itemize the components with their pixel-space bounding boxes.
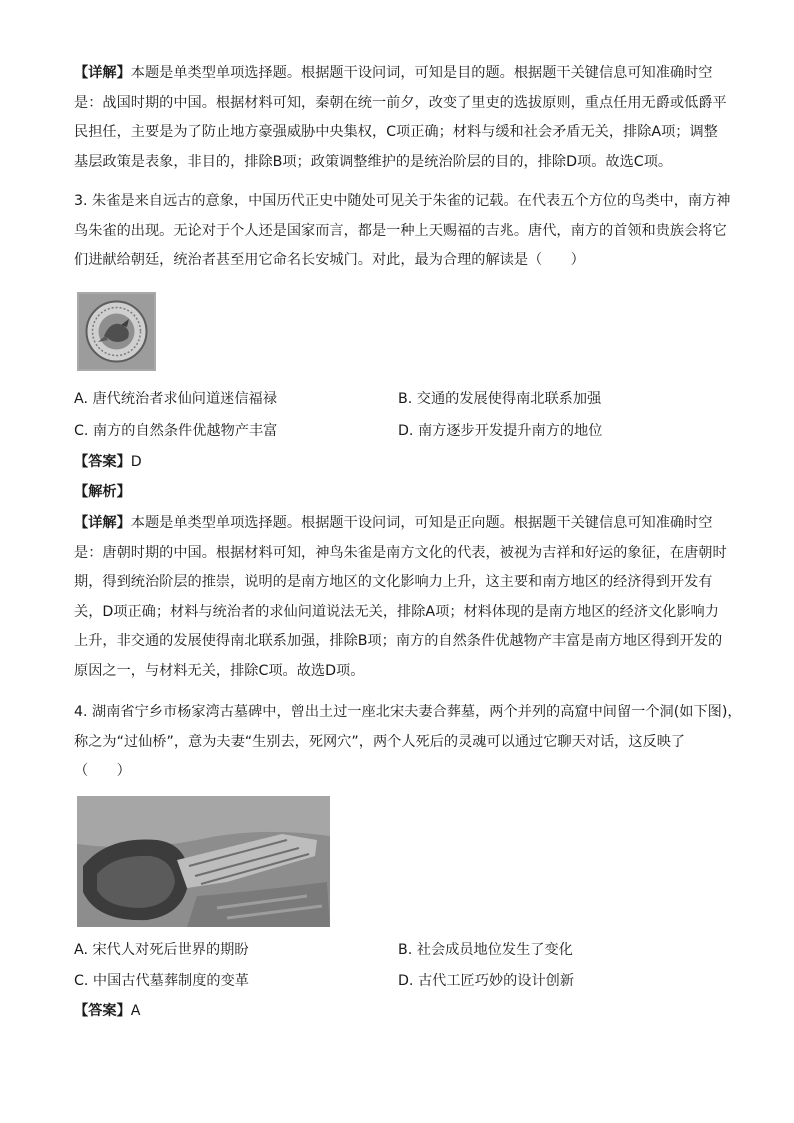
q2-detail-paragraph: 【详解】本题是单类型单项选择题。根据题干设问词，可知是目的题。根据题干关键信息可知准确时空 是：战国时期的中国。根据材料可知，秦朝在统一前夕，改变了里吏的选拔原则，重点任用无爵或低爵平 民担任，主要是为了防止地方豪强威胁中央集权，C项正确；材料与缓和社会矛盾无关，排除A项；调整 基层政策是表象，非目的，排除B项；政策调整维护的是统治阶层的目的，排除D项。故选C项。 xyxy=(74,65,727,170)
detail-tag: 【详解】 xyxy=(74,65,131,81)
q3-options-row-2 xyxy=(74,420,722,442)
q3-answer: 【答案】D xyxy=(74,454,142,470)
q4-option-a[interactable]: A. 宋代人对死后世界的期盼 xyxy=(74,942,249,958)
song-tomb-photo-image xyxy=(77,796,330,927)
q4-answer: 【答案】A xyxy=(74,1003,141,1019)
vermilion-bird-tile-image xyxy=(77,292,156,371)
q3-option-c[interactable]: C. 南方的自然条件优越物产丰富 xyxy=(74,423,278,439)
q3-detail-paragraph: 【详解】本题是单类型单项选择题。根据题干设问词，可知是正向题。根据题干关键信息可知准确时空 是：唐朝时期的中国。根据材料可知，神鸟朱雀是南方文化的代表，被视为吉祥和好运的象征，在唐朝时 期，得到统治阶层的推崇，说明的是南方地区的文化影响力上升，这主要和南方地区的经济得到开发有 关，D项正确；材料与统治者的求仙问道说法无关，排除A项；材料体现的是南方地区的经济文化影响力 上升，非交通的发展使得南北联系加强，排除B项；南方的自然条件优越物产丰富是南方地区得到开发的 原因之一，与材料无关，排除C项。故选D项。 xyxy=(74,515,727,679)
q3-options-row-1 xyxy=(74,388,722,410)
q4-question-stem: 4. 湖南省宁乡市杨家湾古墓碑中，曾出土过一座北宋夫妻合葬墓，两个并列的高窟中间留一个洞(如下图)， 称之为“过仙桥”，意为夫妻“生别去，死网穴”，两个人死后的灵魂可以通过它聊天对话，这反映了 （ ） xyxy=(74,704,742,779)
q3-option-b[interactable]: B. 交通的发展使得南北联系加强 xyxy=(398,391,602,407)
q3-question-stem: 3. 朱雀是来自远古的意象，中国历代正史中随处可见关于朱雀的记载。在代表五个方位的鸟类中，南方神 鸟朱雀的出现。无论对于个人还是国家而言，都是一种上天赐福的吉兆。唐代，南方的首领和贵族会将它 们进献给朝廷，统治者甚至用它命名长安城门。对此，最为合理的解读是（ ） xyxy=(74,193,731,268)
q3-option-d[interactable]: D. 南方逐步开发提升南方的地位 xyxy=(398,423,603,439)
q3-option-a[interactable]: A. 唐代统治者求仙问道迷信福禄 xyxy=(74,391,277,407)
q4-option-d[interactable]: D. 古代工匠巧妙的设计创新 xyxy=(398,973,575,989)
q4-options-row-1 xyxy=(74,939,722,961)
q4-options-row-2 xyxy=(74,970,722,992)
q4-option-c[interactable]: C. 中国古代墓葬制度的变革 xyxy=(74,973,249,989)
q4-option-b[interactable]: B. 社会成员地位发生了变化 xyxy=(398,942,573,958)
q3-analysis-tag: 【解析】 xyxy=(74,484,131,500)
